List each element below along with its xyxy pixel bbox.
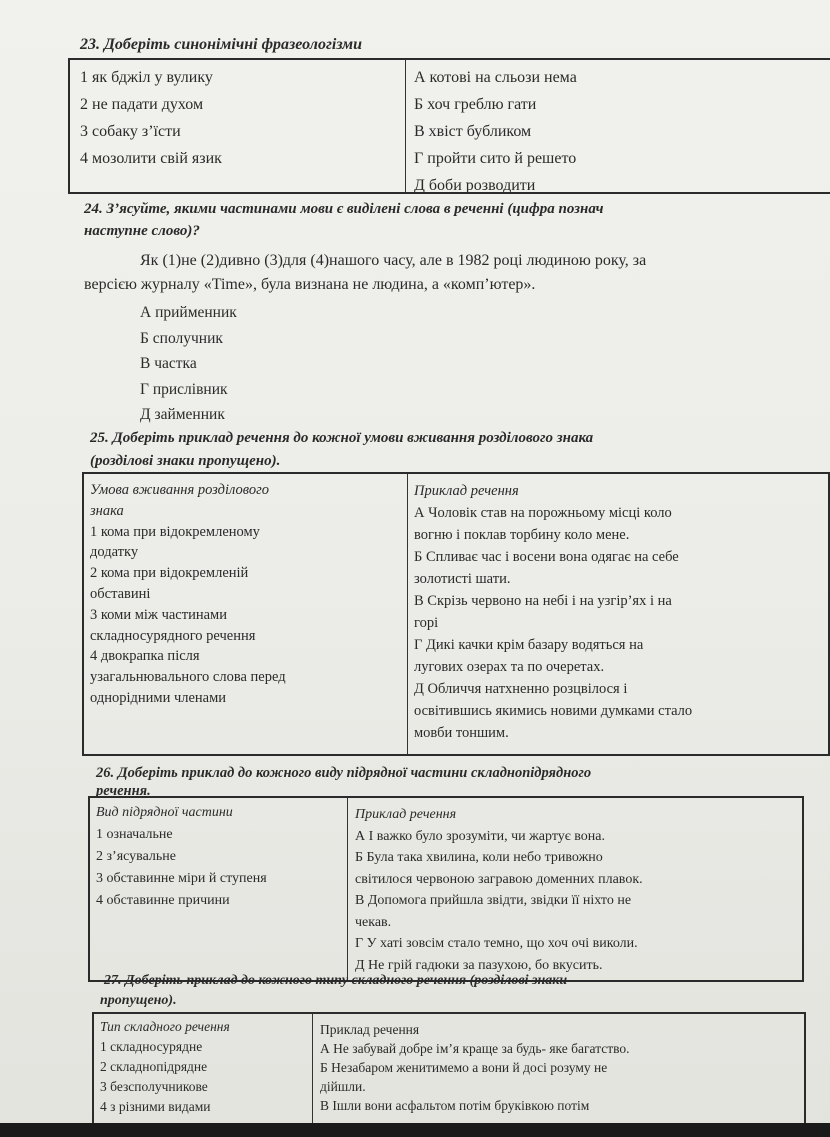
- q24-title-line2: наступне слово)?: [84, 223, 200, 239]
- q27-left-item: 1 складносурядне: [100, 1039, 203, 1054]
- q26-table: [88, 796, 804, 982]
- q23-left-item: 1 як бджіл у вулику: [80, 69, 213, 86]
- q24-options: [140, 300, 237, 428]
- q26-title-line2: речення.: [96, 783, 151, 799]
- q27-title-line1: 27. Доберіть приклад до кожного типу складного речення (розділові знаки: [104, 973, 568, 988]
- q25-table: [82, 472, 830, 756]
- q25-right-item: А Чоловік став на порожньому місці коло: [414, 505, 672, 521]
- q23-title: 23. Доберіть синонімічні фразеологізми: [80, 36, 363, 53]
- q24-sentence-line2: версією журналу «Time», була визнана не людина, а «комп’ютер».: [84, 276, 536, 293]
- q23-table: [68, 58, 830, 194]
- q27-left-item: 2 складнопідрядне: [100, 1059, 208, 1074]
- q23-divider: [405, 60, 406, 192]
- q23-right-column: [414, 64, 577, 199]
- q25-title-line1: 25. Доберіть приклад речення до кожної умови вживання розділового знака: [90, 430, 594, 446]
- q25-left-item: 2 кома при відокремленій: [90, 565, 249, 582]
- q25-left-item: обставині: [90, 585, 151, 602]
- q23-left-column: [80, 64, 222, 172]
- q26-title-line1: 26. Доберіть приклад до кожного виду підрядної частини складнопідрядного: [96, 765, 592, 781]
- q27-left-item: 4 з різними видами: [100, 1099, 211, 1114]
- q26-left-column: [96, 802, 267, 912]
- q24-option: Б сполучник: [140, 329, 223, 347]
- q26-left-item: 4 обставинне причини: [96, 893, 230, 908]
- q25-left-item: узагальнювального слова перед: [90, 669, 286, 686]
- q24-option: Г прислівник: [140, 380, 228, 398]
- q25-left-column: [90, 480, 286, 709]
- q26-left-header: Вид підрядної частини: [96, 805, 233, 820]
- q25-left-item: додатку: [90, 544, 139, 561]
- q23-right-item: Г пройти сито й решето: [414, 150, 577, 167]
- q24-title-line1: 24. З’ясуйте, якими частинами мови є виділені слова в реченні (цифра познач: [84, 201, 604, 217]
- q26-left-item: 2 з’ясувальне: [96, 849, 177, 864]
- q27-left-header: Тип складного речення: [100, 1019, 230, 1034]
- q24-option: А прийменник: [140, 304, 237, 321]
- q25-right-item: горі: [414, 615, 439, 631]
- q23-right-item: Д боби розводити: [414, 177, 536, 194]
- q23-left-item: 3 собаку з’їсти: [80, 123, 181, 140]
- q25-right-item: лугових озерах та по очеретах.: [414, 659, 605, 675]
- q25-left-item: однорідними членами: [90, 689, 227, 706]
- q25-right-item: Б Спливає час і восени вона одягає на себе: [414, 549, 679, 565]
- q25-left-item: складносурядного речення: [90, 627, 256, 644]
- q27-right-item: Б Незабаром женитимемо а вони й досі розуму не: [320, 1060, 608, 1075]
- q26-left-item: 1 означальне: [96, 827, 173, 842]
- q26-right-column: [355, 804, 643, 976]
- q27-table: [92, 1012, 806, 1137]
- q25-right-item: мовби тоншим.: [414, 725, 509, 741]
- q27-right-item: В Ішли вони асфальтом потім бруківкою потім: [320, 1098, 590, 1113]
- q23-left-item: 2 не падати духом: [80, 96, 204, 113]
- photo-bottom-edge: [0, 1123, 830, 1137]
- q23-right-item: Б хоч греблю гати: [414, 96, 537, 113]
- q23-right-item: В хвіст бубликом: [414, 123, 532, 140]
- q25-left-header: Умова вживання розділового: [90, 482, 269, 498]
- q27-divider: [312, 1014, 313, 1136]
- q25-left-item: 1 кома при відокремленому: [90, 523, 260, 540]
- q25-right-header: Приклад речення: [414, 483, 519, 499]
- q26-right-item: В Допомога прийшла звідти, звідки її ніхто не: [355, 893, 632, 908]
- q25-right-item: золотисті шати.: [414, 571, 511, 587]
- q26-right-item: А І важко було зрозуміти, чи жартує вона.: [355, 828, 605, 844]
- q27-title-line2: пропущено).: [100, 993, 177, 1008]
- q26-right-item: світилося червоною загравою доменних плавок.: [355, 871, 643, 887]
- q25-right-item: Д Обличчя натхненно розцвілося і: [414, 681, 628, 697]
- q25-right-item: Г Дикі качки крім базару водяться на: [414, 637, 644, 653]
- q26-divider: [347, 798, 348, 980]
- q27-right-item: дійшли.: [320, 1079, 366, 1094]
- q27-left-column: [100, 1017, 230, 1117]
- q25-left-item: 4 двокрапка після: [90, 648, 200, 665]
- q24-sentence-line1: Як (1)не (2)дивно (3)для (4)нашого часу, але в 1982 році людиною року, за: [140, 252, 647, 269]
- q25-right-item: освітившись якимись новими думками стало: [414, 703, 693, 719]
- q25-right-item: В Скрізь червоно на небі і на узгір’ях і на: [414, 593, 672, 609]
- q26-right-header: Приклад речення: [355, 807, 457, 822]
- q25-divider: [407, 474, 408, 754]
- q26-right-item: Д Не грій гадюки за пазухою, бо вкусить.: [355, 957, 603, 973]
- q26-right-item: чекав.: [355, 914, 392, 930]
- q24-option: В частка: [140, 355, 197, 372]
- q25-left-header: знака: [90, 502, 124, 519]
- q25-left-item: 3 коми між частинами: [90, 606, 227, 623]
- q25-title-line2: (розділові знаки пропущено).: [90, 453, 281, 469]
- q26-right-item: Б Була така хвилина, коли небо тривожно: [355, 850, 603, 865]
- q27-right-header: Приклад речення: [320, 1022, 420, 1037]
- q23-left-item: 4 мозолити свій язик: [80, 150, 222, 167]
- q27-right-column: [320, 1020, 630, 1115]
- q23-right-item: А котові на сльози нема: [414, 69, 577, 86]
- q25-right-column: [414, 480, 692, 744]
- q26-left-item: 3 обставинне міри й ступеня: [96, 871, 267, 886]
- q27-right-item: А Не забувай добре ім’я краще за будь- яке багатство.: [320, 1041, 630, 1056]
- q26-right-item: Г У хаті зовсім стало темно, що хоч очі виколи.: [355, 936, 638, 951]
- q24-option: Д займенник: [140, 406, 225, 423]
- q25-right-item: вогню і поклав торбину коло мене.: [414, 527, 630, 543]
- q27-left-item: 3 безсполучникове: [100, 1079, 208, 1094]
